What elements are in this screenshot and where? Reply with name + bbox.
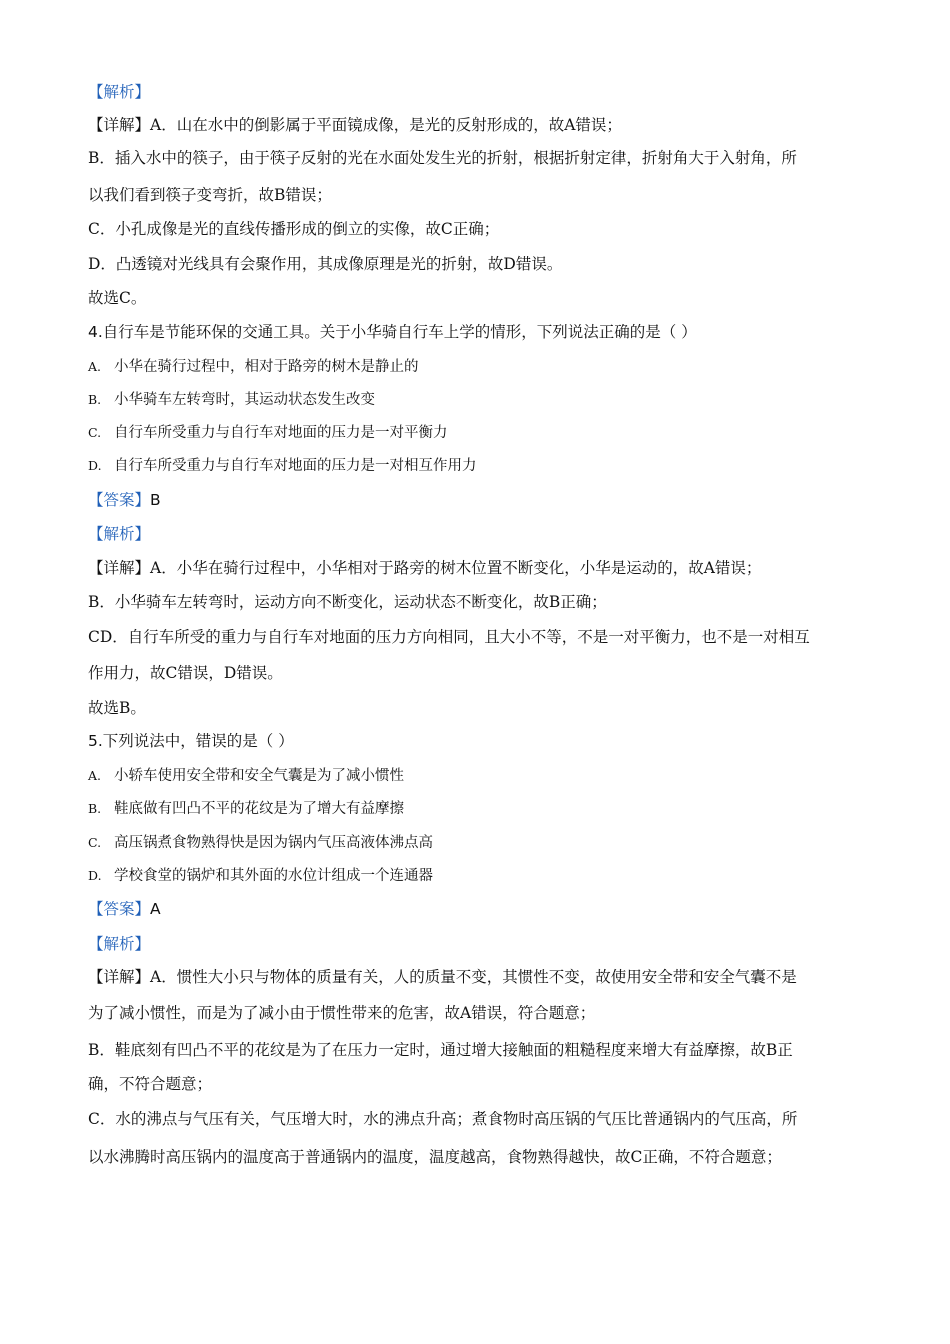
answer-label: 【答案】 (88, 491, 151, 509)
detail-line: 【详解】A．小华在骑行过程中，小华相对于路旁的树木位置不断变化，小华是运动的，故A错误； (88, 559, 762, 577)
detail-line: B．鞋底刻有凹凸不平的花纹是为了在压力一定时，通过增大接触面的粗糙程度来增大有益摩擦，故B正 (88, 1041, 793, 1059)
detail-line: 确，不符合题意； (88, 1075, 213, 1093)
detail-label: 【详解】 (88, 559, 151, 577)
detail-label: 【详解】 (88, 968, 151, 986)
question-number: 5. (88, 732, 103, 750)
detail-line: 以水沸腾时高压锅内的温度高于普通锅内的温度，温度越高，食物熟得越快，故C正确，不符合题意； (88, 1148, 782, 1166)
question-stem: 5.下列说法中，错误的是（ ） (88, 732, 294, 750)
analysis-label: 【解析】 (88, 935, 151, 953)
answer-line (88, 899, 161, 919)
option-d: D. 自行车所受重力与自行车对地面的压力是一对相互作用力 (88, 458, 477, 474)
option-a: A. 小华在骑行过程中，相对于路旁的树木是静止的 (88, 359, 419, 375)
option-a: A. 小轿车使用安全带和安全气囊是为了减小惯性 (88, 768, 404, 784)
option-b: B. 鞋底做有凹凸不平的花纹是为了增大有益摩擦 (88, 801, 404, 817)
detail-label: 【详解】 (88, 116, 151, 134)
option-c: C. 自行车所受重力与自行车对地面的压力是一对平衡力 (88, 425, 448, 441)
detail-line: 故选C。 (88, 289, 147, 307)
detail-line: 以我们看到筷子变弯折，故B错误； (88, 186, 332, 204)
question-stem: 4.自行车是节能环保的交通工具。关于小华骑自行车上学的情形，下列说法正确的是（ ） (88, 323, 697, 341)
detail-line: B．插入水中的筷子，由于筷子反射的光在水面处发生光的折射，根据折射定律，折射角大于入射角，所 (88, 149, 797, 167)
detail-line: 为了减小惯性，而是为了减小由于惯性带来的危害，故A错误，符合题意； (88, 1004, 596, 1022)
answer-value: A (150, 900, 161, 918)
option-b: B. 小华骑车左转弯时，其运动状态发生改变 (88, 392, 375, 408)
detail-line: C．水的沸点与气压有关，气压增大时，水的沸点升高；煮食物时高压锅的气压比普通锅内的气压高，所 (88, 1110, 798, 1128)
option-c: C. 高压锅煮食物熟得快是因为锅内气压高液体沸点高 (88, 835, 433, 851)
detail-line: 作用力，故C错误，D错误。 (88, 664, 283, 682)
answer-line (88, 490, 161, 510)
detail-line: C．小孔成像是光的直线传播形成的倒立的实像，故C正确； (88, 220, 500, 238)
detail-line: B．小华骑车左转弯时，运动方向不断变化，运动状态不断变化，故B正确； (88, 593, 607, 611)
detail-line: D．凸透镜对光线具有会聚作用，其成像原理是光的折射，故D错误。 (88, 255, 563, 273)
answer-value: B (150, 491, 161, 509)
detail-line: 【详解】A．山在水中的倒影属于平面镜成像，是光的反射形成的，故A错误； (88, 116, 622, 134)
detail-line: 故选B。 (88, 699, 146, 717)
question-number: 4. (88, 323, 103, 341)
analysis-label: 【解析】 (88, 83, 151, 101)
detail-line: 【详解】A．惯性大小只与物体的质量有关，人的质量不变，其惯性不变，故使用安全带和安全气囊不是 (88, 968, 797, 986)
detail-line: CD．自行车所受的重力与自行车对地面的压力方向相同，且大小不等，不是一对平衡力，也不是一对相互 (88, 628, 810, 646)
answer-label: 【答案】 (88, 900, 151, 918)
option-d: D. 学校食堂的锅炉和其外面的水位计组成一个连通器 (88, 868, 433, 884)
analysis-label: 【解析】 (88, 525, 151, 543)
